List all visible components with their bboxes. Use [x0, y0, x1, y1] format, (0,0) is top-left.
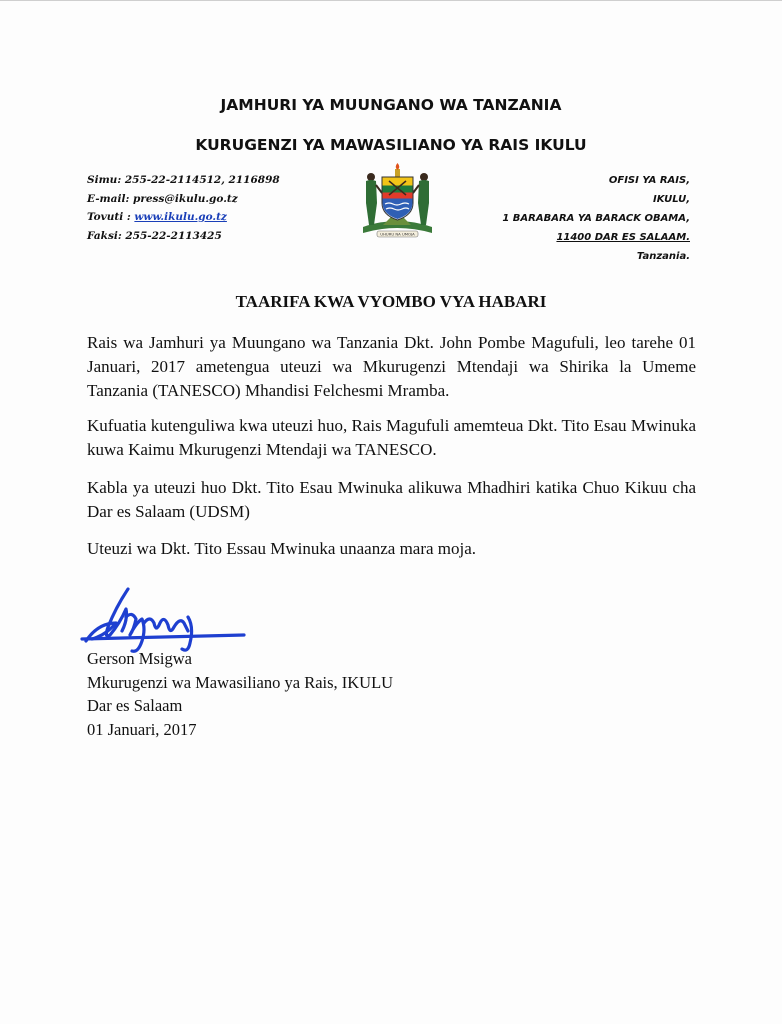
header-directorate: KURUGENZI YA MAWASILIANO YA RAIS IKULU: [195, 136, 587, 154]
address-block: [502, 171, 690, 266]
address-line-4: 11400 DAR ES SALAAM.: [556, 232, 690, 243]
paragraph-2: Kufuatia kutenguliwa kwa uteuzi huo, Rais Magufuli amemteua Dkt. Tito Esau Mwinuka kuwa Kaimu Mkurugenzi Mtendaji wa TANESCO.: [87, 416, 696, 459]
signoff-date: 01 Januari, 2017: [87, 719, 197, 739]
website-line: [87, 208, 280, 227]
address-line-2: IKULU,: [653, 194, 690, 205]
address-line-1: OFISI YA RAIS,: [608, 175, 690, 186]
fax-line: Faksi: 255-22-2113425: [87, 229, 222, 242]
document-title: TAARIFA KWA VYOMBO VYA HABARI: [235, 292, 547, 311]
phone-line: Simu: 255-22-2114512, 2116898: [87, 174, 280, 186]
coat-of-arms-icon: [355, 163, 440, 241]
signatory-name: Gerson Msigwa: [87, 649, 192, 668]
handwritten-signature: [76, 583, 246, 663]
header-republic: JAMHURI YA MUUNGANO WA TANZANIA: [220, 96, 562, 114]
website-label: Tovuti :: [87, 211, 135, 223]
address-line-3: 1 BARABARA YA BARACK OBAMA,: [502, 213, 690, 224]
contact-block: [87, 171, 280, 245]
email-line: E-mail: press@ikulu.go.tz: [87, 192, 238, 205]
signoff-place: Dar es Salaam: [87, 696, 183, 715]
address-line-5: Tanzania.: [636, 251, 690, 262]
paragraph-3: Kabla ya uteuzi huo Dkt. Tito Esau Mwinuka alikuwa Mhadhiri katika Chuo Kikuu cha Dar es Salaam (UDSM): [87, 478, 696, 521]
signatory-position: Mkurugenzi wa Mawasiliano ya Rais, IKULU: [87, 672, 394, 692]
emblem-motto: UHURU NA UMOJA: [380, 231, 415, 237]
paragraph-4: Uteuzi wa Dkt. Tito Essau Mwinuka unaanza mara moja.: [87, 539, 477, 558]
website-link[interactable]: www.ikulu.go.tz: [134, 211, 227, 223]
paragraph-1: Rais wa Jamhuri ya Muungano wa Tanzania Dkt. John Pombe Magufuli, leo tarehe 01 Januari, 2017 ametengua uteuzi wa Mkurugenzi Mtendaji wa Shirika la Umeme Tanzania (TANESCO) Mhandisi Felchesmi Mramba.: [87, 333, 696, 400]
